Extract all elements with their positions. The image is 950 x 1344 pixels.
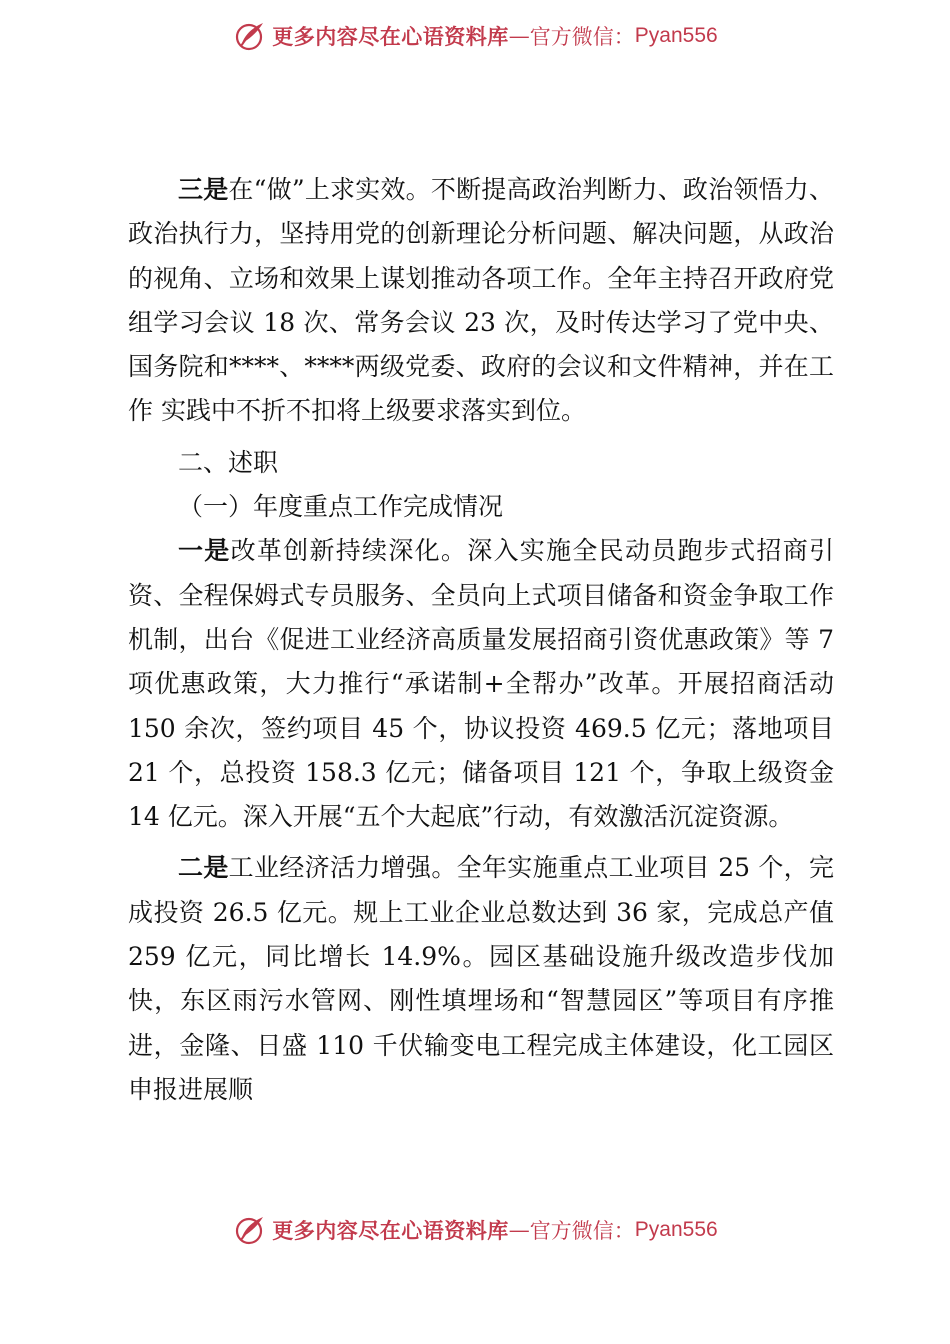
quill-logo-icon	[232, 1213, 266, 1247]
paragraph-3-lead: 二是	[178, 853, 229, 883]
document-body	[128, 168, 842, 1119]
quill-logo-icon	[232, 19, 266, 53]
watermark-wechat-id: Pyan556	[634, 24, 718, 47]
paragraph-1-text: 在“做”上求实效。不断提高政治判断力、政治领悟力、政治执行力，坚持用党的创新理论分析问题、解决问题，从政治的视角、立场和效果上谋划推动各项工作。全年主持召开政府党组学习会议 18 次、常务会议 23 次，及时传达学习了党中央、国务院和****、****两级党委、政府的会议和文件精神，并在工作 实践中不折不扣将上级要求落实到位。	[128, 175, 834, 426]
paragraph-1	[128, 168, 834, 434]
paragraph-2	[128, 529, 842, 839]
header-watermark	[0, 16, 950, 56]
watermark-separator: —	[508, 1218, 530, 1242]
watermark-main-text: 更多内容尽在心语资料库	[272, 24, 509, 49]
watermark-wechat-label: 官方微信：	[529, 1219, 635, 1243]
subsection-heading: （一）年度重点工作完成情况	[178, 492, 504, 522]
paragraph-2-lead: 一是	[178, 536, 231, 566]
watermark-separator: —	[508, 24, 530, 48]
footer-watermark	[0, 1210, 950, 1250]
paragraph-2-text: 改革创新持续深化。深入实施全民动员跑步式招商引资、全程保姆式专员服务、全员向上式项目储备和资金争取工作机制，出台《促进工业经济高质量发展招商引资优惠政策》等 7 项优惠政策，大力推行“承诺制+全帮办”改革。开展招商活动 150 余次，签约项目 45 个，协议投资 469.5 亿元；落地项目 21 个，总投资 158.3 亿元；储备项目 121 个，争取上级资金 14 亿元。深入开展“五个大起底”行动，有效激活沉淀资源。	[128, 536, 842, 832]
watermark-wechat-label: 官方微信：	[529, 25, 635, 49]
paragraph-1-lead: 三是	[178, 175, 229, 204]
watermark-wechat-id: Pyan556	[634, 1218, 718, 1241]
paragraph-3	[128, 846, 842, 1112]
watermark-main-text: 更多内容尽在心语资料库	[272, 1218, 509, 1243]
section-heading: 二、述职	[178, 447, 279, 477]
paragraph-3-text: 工业经济活力增强。全年实施重点工业项目 25 个，完成投资 26.5 亿元。规上工业企业总数达到 36 家，完成总产值 259 亿元，同比增长 14.9%。园区基础设施升级改造步伐加快，东区雨污水管网、刚性填埋场和“智慧园区”等项目有序推进，金隆、日盛 110 千伏输变电工程完成主体建设，化工园区申报进展顺	[128, 853, 842, 1104]
